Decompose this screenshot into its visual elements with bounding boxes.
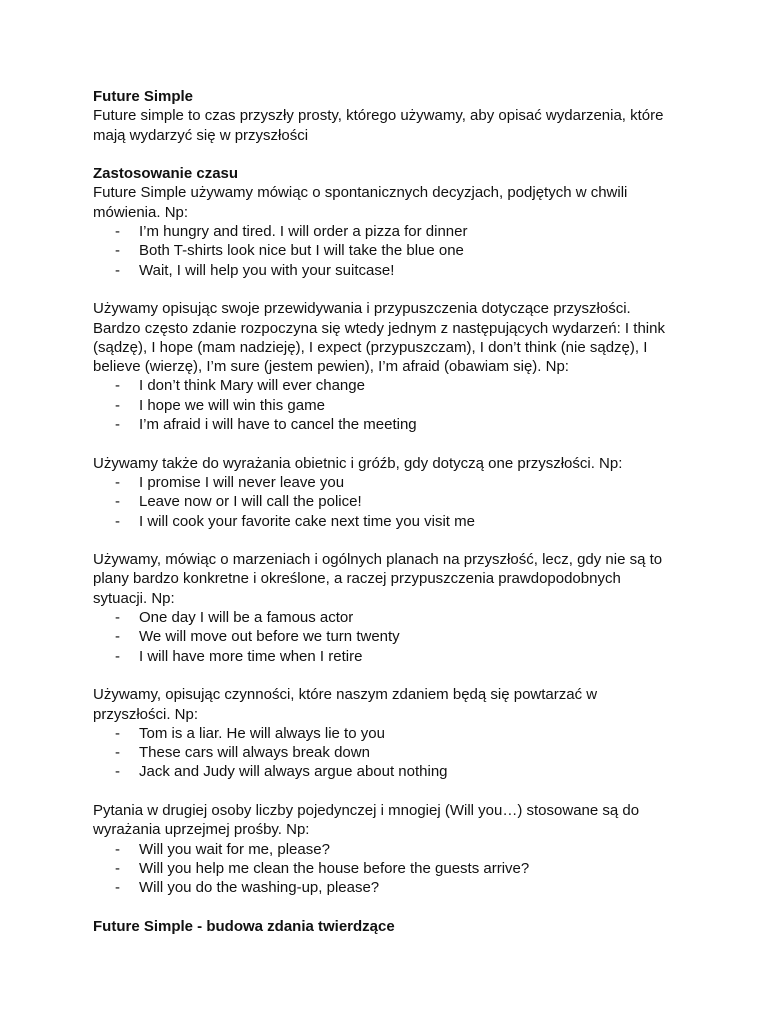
list-item: - Will you do the washing-up, please? xyxy=(115,879,380,897)
usage-section-1 xyxy=(93,183,673,279)
usage-paragraph: Używamy, mówiąc o marzeniach i ogólnych planach na przyszłość, lecz, gdy nie są to plany bardzo konkretne i określone, a raczej przypuszczenia prawdopodobnych sytuacji. Np: xyxy=(93,551,663,607)
bullet-dash: - xyxy=(115,242,120,260)
list-item: - I don’t think Mary will ever change xyxy=(115,377,365,395)
usage-heading: Zastosowanie czasu xyxy=(93,165,239,183)
example-list xyxy=(93,840,673,898)
bullet-dash: - xyxy=(115,377,120,395)
list-item: - Will you wait for me, please? xyxy=(115,840,330,858)
bullet-dash: - xyxy=(115,396,120,414)
list-item: - Will you help me clean the house before the guests arrive? xyxy=(115,859,530,877)
list-item: - Wait, I will help you with your suitcase! xyxy=(115,261,395,279)
list-item: - I will have more time when I retire xyxy=(115,647,363,665)
bullet-dash: - xyxy=(115,859,120,877)
bullet-dash: - xyxy=(115,763,120,781)
list-item: - One day I will be a famous actor xyxy=(115,609,354,627)
list-item: - I will cook your favorite cake next time you visit me xyxy=(115,512,475,530)
bullet-dash: - xyxy=(115,724,120,742)
bullet-dash: - xyxy=(115,647,120,665)
bullet-dash: - xyxy=(115,223,120,241)
usage-section-6 xyxy=(93,801,673,897)
usage-paragraph: Pytania w drugiej osoby liczby pojedynczej i mnogiej (Will you…) stosowane są do wyrażania uprzejmej prośby. Np: xyxy=(93,801,640,839)
document-page xyxy=(93,87,673,936)
bullet-dash: - xyxy=(115,628,120,646)
example-list xyxy=(93,376,673,434)
bullet-dash: - xyxy=(115,493,120,511)
footer-heading: Future Simple - budowa zdania twierdzące xyxy=(93,917,395,935)
example-list xyxy=(93,473,673,531)
bullet-dash: - xyxy=(115,473,120,491)
usage-section-2 xyxy=(93,299,673,434)
bullet-dash: - xyxy=(115,744,120,762)
list-item: - Jack and Judy will always argue about nothing xyxy=(115,763,448,781)
bullet-dash: - xyxy=(115,609,120,627)
example-list xyxy=(93,724,673,782)
bullet-dash: - xyxy=(115,261,120,279)
usage-section-3 xyxy=(93,454,673,531)
usage-paragraph: Używamy, opisując czynności, które naszym zdaniem będą się powtarzać w przyszłości. Np: xyxy=(93,686,598,723)
example-list xyxy=(93,608,673,666)
usage-block xyxy=(93,164,673,897)
list-item: - We will move out before we turn twenty xyxy=(115,628,400,646)
list-item: - I hope we will win this game xyxy=(115,396,325,414)
bullet-dash: - xyxy=(115,879,120,897)
bullet-dash: - xyxy=(115,512,120,530)
list-item: - These cars will always break down xyxy=(115,744,370,762)
example-list xyxy=(93,222,673,280)
intro-section xyxy=(93,87,673,145)
list-item: - I’m afraid i will have to cancel the meeting xyxy=(115,416,417,434)
usage-paragraph: Używamy opisując swoje przewidywania i przypuszczenia dotyczące przyszłości. Bardzo często zdanie rozpoczyna się wtedy jednym z następujących wydarzeń: I think (sądzę), I hope (mam nadzieję), I expect (przypuszczam), I don’t think (nie sądzę), I believe (wierzę), I’m sure (jestem pewien), I’m afraid (obawiam się). Np: xyxy=(93,300,665,376)
list-item: - I promise I will never leave you xyxy=(115,473,345,491)
bullet-dash: - xyxy=(115,840,120,858)
usage-paragraph: Używamy także do wyrażania obietnic i gróźb, gdy dotyczą one przyszłości. Np: xyxy=(93,454,623,472)
bullet-dash: - xyxy=(115,416,120,434)
list-item: - Tom is a liar. He will always lie to you xyxy=(115,724,385,742)
intro-paragraph: Future simple to czas przyszły prosty, którego używamy, aby opisać wydarzenia, które mają wydarzyć się w przyszłości xyxy=(93,107,664,144)
page-title: Future Simple xyxy=(93,88,194,105)
usage-section-5 xyxy=(93,685,673,781)
list-item: - I’m hungry and tired. I will order a pizza for dinner xyxy=(115,223,468,241)
list-item: - Leave now or I will call the police! xyxy=(115,493,362,511)
usage-paragraph: Future Simple używamy mówiąc o spontanicznych decyzjach, podjętych w chwili mówienia. Np: xyxy=(93,184,628,221)
list-item: - Both T-shirts look nice but I will take the blue one xyxy=(115,242,464,260)
usage-section-4 xyxy=(93,550,673,666)
